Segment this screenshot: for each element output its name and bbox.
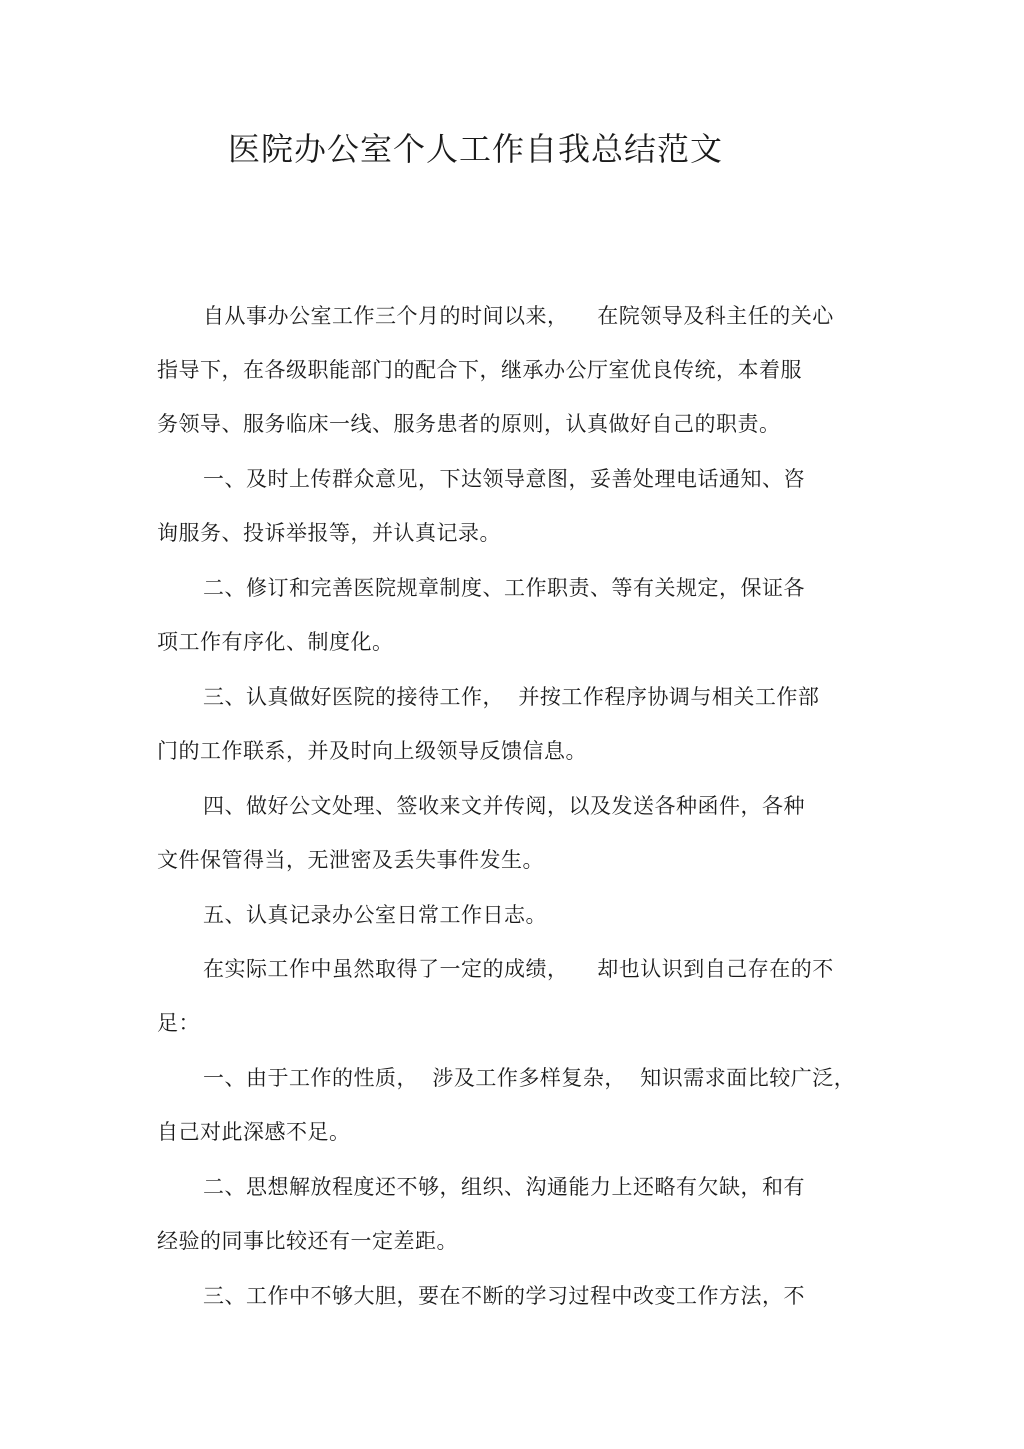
paragraph-line: 项工作有序化、制度化。 [157,630,394,654]
paragraph-line: 二、修订和完善医院规章制度、工作职责、等有关规定，保证各 [203,576,805,600]
paragraph-line: 指导下，在各级职能部门的配合下，继承办公厅室优良传统，本着服 [157,358,802,382]
paragraph-line: 三、工作中不够大胆，要在不断的学习过程中改变工作方法，不 [203,1284,805,1308]
paragraph-line: 自己对此深感不足。 [157,1120,351,1144]
paragraph-line: 询服务、投诉举报等，并认真记录。 [157,521,501,545]
paragraph-line: 五、认真记录办公室日常工作日志。 [203,903,547,927]
paragraph-line: 门的工作联系，并及时向上级领导反馈信息。 [157,739,587,763]
paragraph-line: 二、思想解放程度还不够，组织、沟通能力上还略有欠缺，和有 [203,1175,805,1199]
paragraph-line: 在实际工作中虽然取得了一定的成绩， 却也认识到自己存在的不 [203,957,834,981]
paragraph-line: 一、及时上传群众意见，下达领导意图，妥善处理电话通知、咨 [203,467,805,491]
paragraph-line: 务领导、服务临床一线、服务患者的原则，认真做好自己的职责。 [157,412,781,436]
paragraph-line: 自从事办公室工作三个月的时间以来， 在院领导及科主任的关心 [203,304,834,328]
paragraph-line: 经验的同事比较还有一定差距。 [157,1229,458,1253]
paragraph-line: 足： [157,1011,200,1035]
document-title: 医院办公室个人工作自我总结范文 [228,130,724,168]
paragraph-line: 三、认真做好医院的接待工作， 并按工作程序协调与相关工作部 [203,685,820,709]
paragraph-line: 一、由于工作的性质， 涉及工作多样复杂， 知识需求面比较广泛， [203,1066,856,1090]
paragraph-line: 四、做好公文处理、签收来文并传阅，以及发送各种函件，各种 [203,794,805,818]
paragraph-line: 文件保管得当，无泄密及丢失事件发生。 [157,848,544,872]
